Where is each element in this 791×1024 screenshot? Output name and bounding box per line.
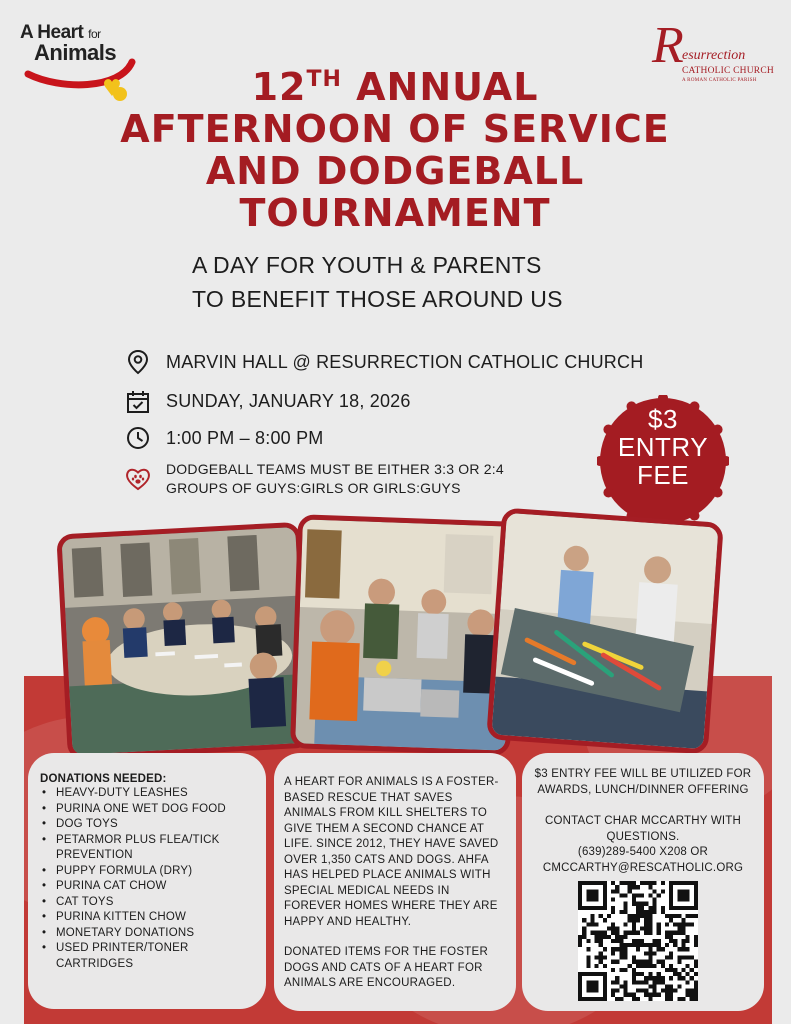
location-text: MARVIN HALL @ RESURRECTION CATHOLIC CHURCH xyxy=(166,352,644,372)
event-subtitle: A DAY FOR YOUTH & PARENTS TO BENEFIT THOSE AROUND US xyxy=(192,252,563,312)
teams-line-2: GROUPS OF GUYS:GIRLS OR GIRLS:GUYS xyxy=(166,480,461,496)
location-pin-icon xyxy=(124,348,152,376)
about-paragraph-1: A HEART FOR ANIMALS IS A FOSTER-BASED RESCUE THAT SAVES ANIMALS FROM KILL SHELTERS TO GIVE THEM A SECOND CHANCE AT LIFE. SINCE 2012, THEY HAVE SAVED OVER 1,350 CATS AND DOGS. AHFA HAS HELPED PLACE ANIMALS WITH SPECIAL MEDICAL NEEDS IN FOREVER HOMES WHERE THEY ARE HAPPY AND HEALTHY. xyxy=(284,776,499,928)
badge-price: $3 xyxy=(648,404,678,434)
fee-note: $3 ENTRY FEE WILL BE UTILIZED FOR AWARDS, LUNCH/DINNER OFFERING xyxy=(534,768,752,796)
photo-kids-working xyxy=(290,514,518,756)
list-item: • PURINA ONE WET DOG FOOD xyxy=(40,802,252,818)
calendar-icon xyxy=(124,388,152,416)
teams-row xyxy=(124,460,504,498)
list-item: • DOG TOYS xyxy=(40,817,252,833)
about-paragraph-2: DONATED ITEMS FOR THE FOSTER DOGS AND CATS OF A HEART FOR ANIMALS ARE ENCOURAGED. xyxy=(284,946,488,989)
about-card xyxy=(274,753,516,1011)
list-item: • CAT TOYS xyxy=(40,895,252,911)
a-heart-for-animals-logo: A Heart for Animals xyxy=(20,22,150,112)
contact-phone: (639)289-5400 X208 OR xyxy=(577,846,709,858)
donations-list xyxy=(40,786,252,972)
contact-email[interactable]: CMCCARTHY@RESCATHOLIC.ORG xyxy=(542,861,744,874)
time-text: 1:00 PM – 8:00 PM xyxy=(166,428,324,448)
photo-girls-toys xyxy=(486,508,724,755)
badge-entry: ENTRY xyxy=(617,432,709,462)
contact-card xyxy=(522,753,764,1011)
badge-fee: FEE xyxy=(636,460,690,490)
list-item: • PETARMOR PLUS FLEA/TICK PREVENTION xyxy=(40,833,252,864)
entry-fee-badge xyxy=(597,395,729,527)
contact-line: CONTACT CHAR MCCARTHY WITH QUESTIONS. xyxy=(544,815,742,843)
date-text: SUNDAY, JANUARY 18, 2026 xyxy=(166,391,411,411)
list-item: • USED PRINTER/TONER CARTRIDGES xyxy=(40,941,252,972)
list-item: • MONETARY DONATIONS xyxy=(40,926,252,942)
list-item: • PUPPY FORMULA (DRY) xyxy=(40,864,252,880)
list-item: • HEAVY-DUTY LEASHES xyxy=(40,786,252,802)
date-row xyxy=(124,388,411,416)
resurrection-catholic-church-logo: R esurrection CATHOLIC CHURCH A ROMAN CATHOLIC PARISH xyxy=(652,17,774,83)
list-item: • PURINA CAT CHOW xyxy=(40,879,252,895)
donations-card xyxy=(28,753,266,1009)
donations-heading: DONATIONS NEEDED: xyxy=(40,773,167,785)
clock-icon xyxy=(124,424,152,452)
list-item: • PURINA KITTEN CHOW xyxy=(40,910,252,926)
location-row xyxy=(124,348,643,376)
teams-line-1: DODGEBALL TEAMS MUST BE EITHER 3:3 OR 2:4 xyxy=(166,461,504,477)
photo-group-table xyxy=(56,522,311,760)
time-row xyxy=(124,424,323,452)
event-title: 12TH ANNUAL AFTERNOON OF SERVICE AND DODGEBALL TOURNAMENT xyxy=(120,65,670,235)
qr-code-icon[interactable] xyxy=(578,881,698,1001)
paw-heart-icon xyxy=(124,464,152,492)
